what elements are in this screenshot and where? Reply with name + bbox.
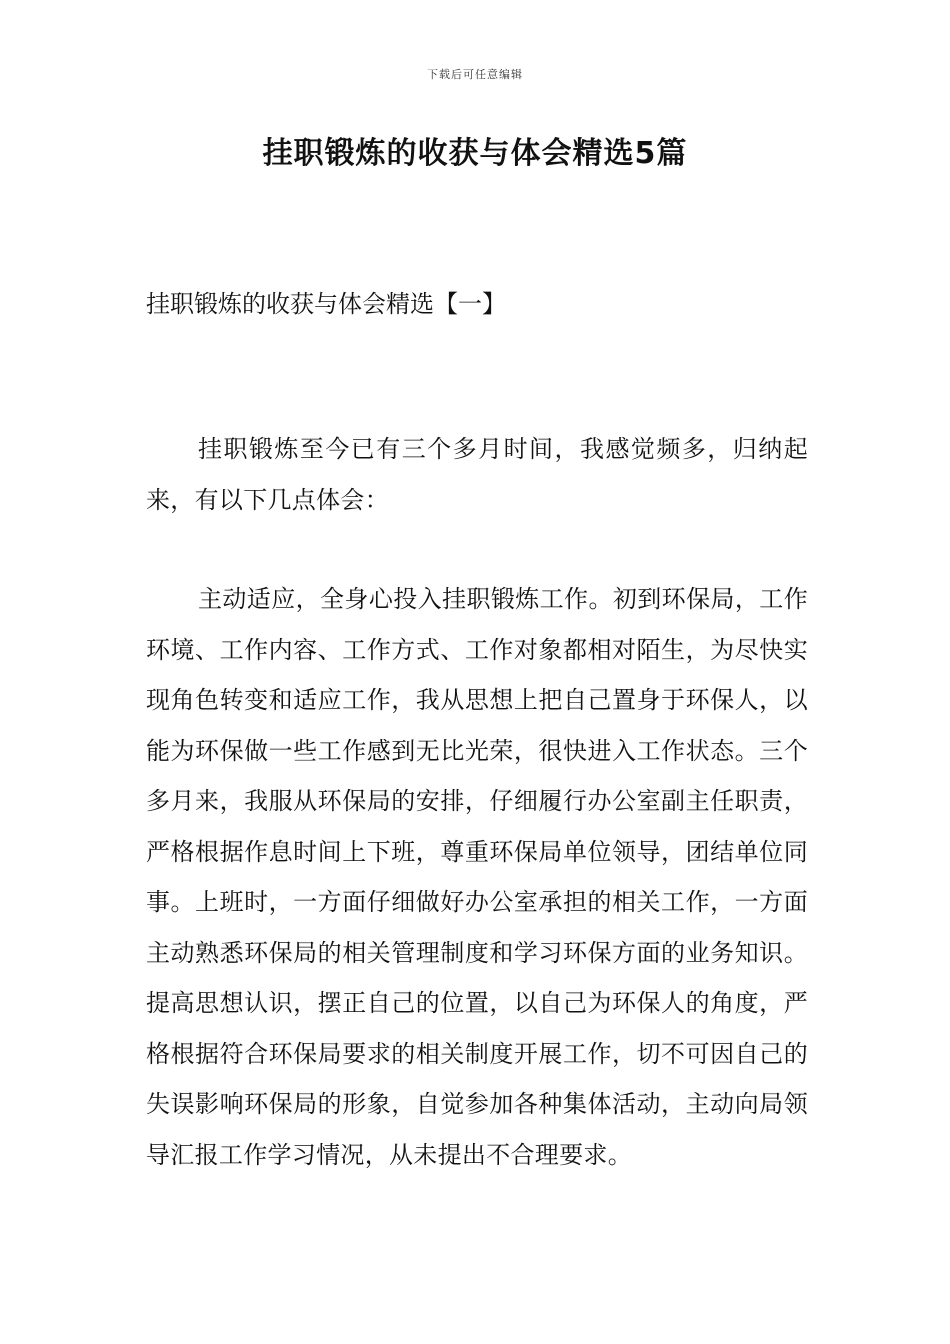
header-note: 下载后可任意编辑 [427,68,523,81]
document-title: 挂职锻炼的收获与体会精选5篇 [262,136,688,171]
paragraph-adaptation: 主动适应，全身心投入挂职锻炼工作。初到环保局，工作环境、工作内容、工作方式、工作对象都相对陌生，为尽快实现角色转变和适应工作，我从思想上把自己置身于环保人，以能为环保做一些工作感到无比光荣，很快进入工作状态。三个多月来，我服从环保局的安排，仔细履行办公室副主任职责，严格根据作息时间上下班，尊重环保局单位领导，团结单位同事。上班时，一方面仔细做好办公室承担的相关工作，一方面主动熟悉环保局的相关管理制度和学习环保方面的业务知识。提高思想认识，摆正自己的位置，以自己为环保人的角度，严格根据符合环保局要求的相关制度开展工作，切不可因自己的失误影响环保局的形象，自觉参加各种集体活动，主动向局领导汇报工作学习情况，从未提出不合理要求。 [146,585,808,1169]
section-heading: 挂职锻炼的收获与体会精选【一】 [146,290,506,318]
paragraph-intro: 挂职锻炼至今已有三个多月时间，我感觉频多，归纳起来，有以下几点体会： [146,435,808,514]
